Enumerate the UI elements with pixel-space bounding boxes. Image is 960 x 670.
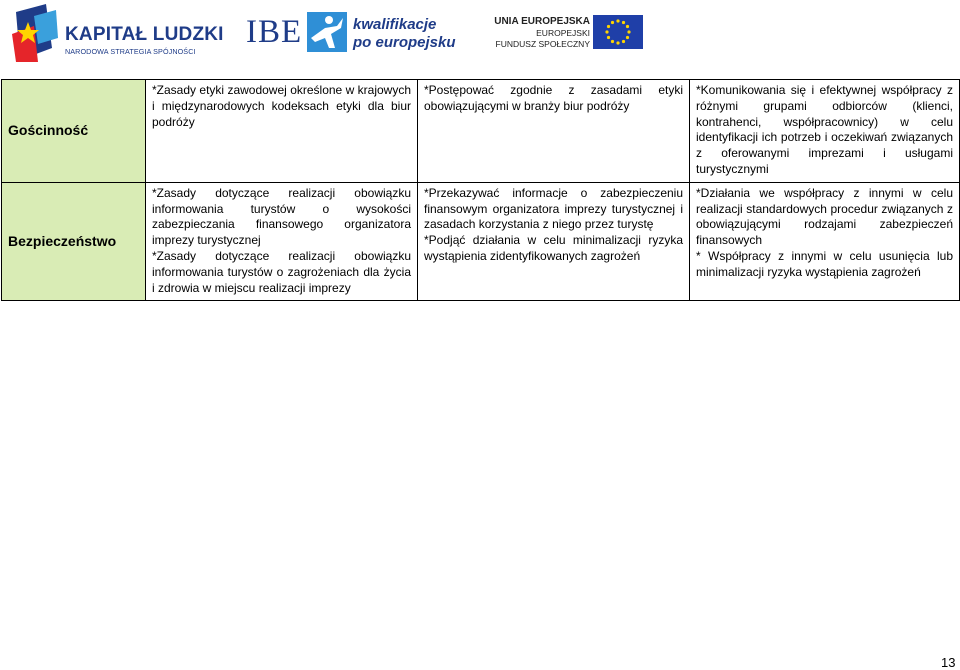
cell-text: *Zasady dotyczące realizacji obowiązku informowania turystów o zagrożeniach dla życia i zdrowia w miejscu realizacji imprezy [152,248,411,295]
cell-text: *Działania we współpracy z innymi w celu realizacji standardowych procedur związanych z obowiązującymi rodzajami zabezpieczeń finansowych [696,185,953,248]
eu-logo-line1: UNIA EUROPEJSKA [494,16,590,27]
kwalifikacje-line1: kwalifikacje [353,16,437,33]
ibe-logo-text: IBE [246,14,303,50]
kwalifikacje-person-icon [307,12,347,52]
kapital-ludzki-emblem-icon [12,4,60,62]
table-cell-knowledge [146,80,418,183]
kapital-ludzki-title: KAPITAŁ LUDZKI [65,24,224,45]
eu-logo-line2: EUROPEJSKI [536,28,590,38]
cell-text: *Postępować zgodnie z zasadami etyki obowiązującymi w branży biur podróży [424,83,683,113]
cell-text: *Zasady etyki zawodowej określone w krajowych i międzynarodowych kodeksach etyki dla biur podróży [152,83,411,129]
competency-table [1,79,960,301]
cell-text: *Komunikowania się i efektywnej współpracy z różnymi grupami odbiorców (klienci, kontrahenci, współpracownicy) w celu identyfikacji ich potrzeb i oczekiwań związanych z oferowanymi imprezami i usługami turystycznymi [696,83,953,176]
cell-text: *Zasady dotyczące realizacji obowiązku informowania turystów o wysokości zabezpieczania finansowego organizatora imprezy turystycznej [152,185,411,248]
page-number: 13 [941,655,956,670]
table-cell-skills [418,80,690,183]
row-label-bezpieczenstwo: Bezpieczeństwo [2,182,146,301]
eu-logo-line3: FUNDUSZ SPOŁECZNY [495,39,590,49]
table-row [2,80,960,183]
kwalifikacje-line2: po europejsku [353,34,456,51]
table-cell-competences [690,182,960,301]
eu-esf-logo [494,12,650,52]
kapital-ludzki-logo [12,4,224,62]
row-label-goscinnosc: Gościnność [2,80,146,183]
eu-flag-icon [593,15,643,49]
table-cell-knowledge [146,182,418,301]
table-row [2,182,960,301]
cell-text: * Współpracy z innymi w celu usunięcia lub minimalizacji ryzyka wystąpienia zagrożeń [696,248,953,279]
kwalifikacje-logo [307,10,456,56]
kapital-ludzki-subtitle: NARODOWA STRATEGIA SPÓJNOŚCI [65,47,196,56]
table-cell-competences [690,80,960,183]
cell-text: *Przekazywać informacje o zabezpieczeniu finansowym organizatora imprezy turystycznej i zasadach korzystania z niego przez turystę [424,185,683,232]
cell-text: *Podjąć działania w celu minimalizacji ryzyka wystąpienia zidentyfikowanych zagrożeń [424,233,683,263]
table-cell-skills [418,182,690,301]
